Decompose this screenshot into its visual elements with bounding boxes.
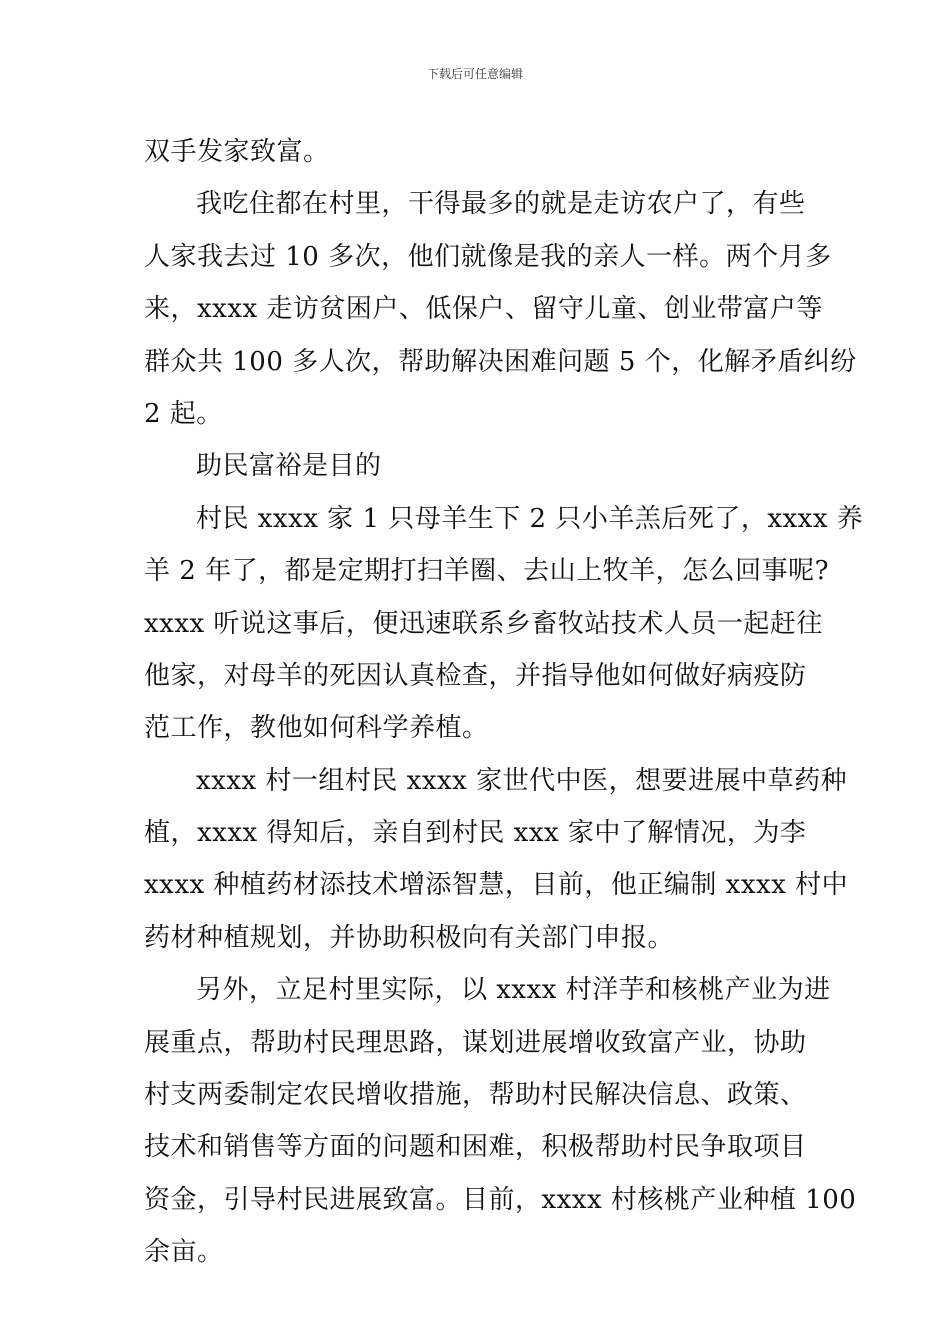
- text-line: xxxx 听说这事后，便迅速联系乡畜牧站技术人员一起赶往: [144, 608, 823, 639]
- text-line: 技术和销售等方面的问题和困难，积极帮助村民争取项目: [144, 1132, 807, 1163]
- text-line: 展重点，帮助村民理思路，谋划进展增收致富产业，协助: [144, 1027, 807, 1058]
- text-line: 我吃住都在村里，干得最多的就是走访农户了，有些: [196, 189, 806, 220]
- text-line: 余亩。: [144, 1237, 224, 1268]
- text-line: 羊 2 年了，都是定期打扫羊圈、去山上牧羊，怎么回事呢?: [144, 556, 830, 587]
- text-line: 2 起。: [144, 398, 223, 429]
- text-line: xxxx 村一组村民 xxxx 家世代中医，想要进展中草药种: [196, 765, 848, 796]
- text-line: 来，xxxx 走访贫困户、低保户、留守儿童、创业带富户等: [144, 294, 823, 325]
- text-line: 另外，立足村里实际，以 xxxx 村洋芋和核桃产业为进: [196, 975, 831, 1006]
- text-line: 他家，对母羊的死因认真检查，并指导他如何做好病疫防: [144, 660, 807, 691]
- text-line: 范工作，教他如何科学养植。: [144, 713, 489, 744]
- text-line: 药材种植规划，并协助积极向有关部门申报。: [144, 922, 675, 953]
- text-line: 村民 xxxx 家 1 只母羊生下 2 只小羊羔后死了，xxxx 养: [196, 503, 864, 534]
- text-line: xxxx 种植药材添技术增添智慧，目前，他正编制 xxxx 村中: [144, 870, 849, 901]
- text-line: 双手发家致富。: [144, 137, 330, 167]
- text-line: 村支两委制定农民增收措施，帮助村民解决信息、政策、: [144, 1080, 807, 1111]
- text-line: 群众共 100 多人次，帮助解决困难问题 5 个，化解矛盾纠纷: [144, 346, 857, 377]
- page-header: 下载后可任意编辑: [426, 67, 523, 81]
- text-line: 人家我去过 10 多次，他们就像是我的亲人一样。两个月多: [144, 241, 832, 272]
- text-line: 植，xxxx 得知后，亲自到村民 xxx 家中了解情况，为李: [144, 818, 807, 849]
- document-body: [144, 126, 864, 1279]
- text-line: 助民富裕是目的: [196, 451, 382, 482]
- text-line: 资金，引导村民进展致富。目前，xxxx 村核桃产业种植 100: [144, 1184, 857, 1215]
